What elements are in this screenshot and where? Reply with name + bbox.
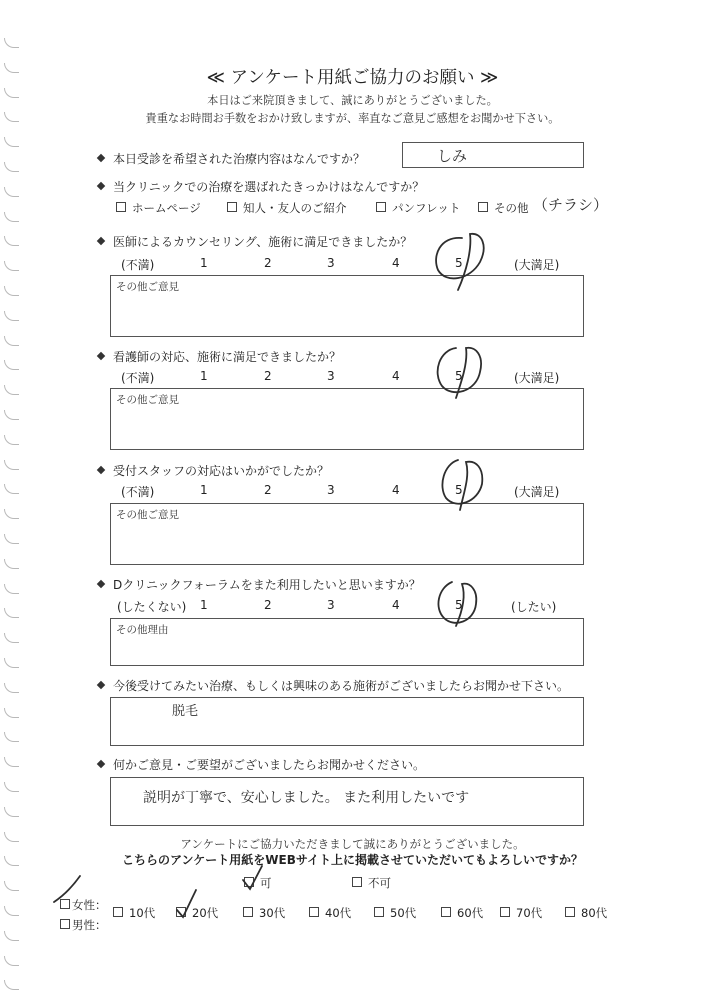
q5-circle-mark (442, 460, 482, 510)
age-option-10s[interactable]: 10代 (113, 905, 155, 921)
consent-no-option[interactable]: 不可 (352, 875, 391, 891)
q6-scale-1[interactable]: 1 (200, 598, 208, 612)
q7-question: 今後受けてみたい治療、もしくは興味のある施術がございましたらお聞かせ下さい。 (98, 677, 569, 694)
q2-option-other[interactable]: その他 (478, 200, 529, 216)
q6-scale-high: (したい) (511, 600, 557, 614)
q4-comment-label: その他ご意見 (116, 394, 179, 406)
age-option-50s[interactable]: 50代 (374, 905, 416, 921)
age-option-40s[interactable]: 40代 (309, 905, 351, 921)
consent-yes-option[interactable]: 可 (244, 875, 272, 891)
q6-scale-3[interactable]: 3 (327, 598, 335, 612)
q4-scale-2[interactable]: 2 (264, 369, 272, 383)
q3-scale-2[interactable]: 2 (264, 256, 272, 270)
q4-question: 看護師の対応、施術に満足できましたか？ (98, 348, 341, 365)
q4-scale-3[interactable]: 3 (327, 369, 335, 383)
q1-answer-handwriting: しみ (437, 147, 468, 165)
q4-scale-5[interactable]: 5 (455, 369, 463, 383)
q3-question: 医師によるカウンセリング、施術に満足できましたか？ (98, 233, 412, 250)
q3-scale-1[interactable]: 1 (200, 256, 208, 270)
q4-scale-4[interactable]: 4 (392, 369, 400, 383)
q5-comment-label: その他ご意見 (116, 509, 179, 521)
q4-scale-1[interactable]: 1 (200, 369, 208, 383)
gender-male-option[interactable]: 男性： (60, 917, 107, 933)
q2-question: 当クリニックでの治療を選ばれたきっかけはなんですか？ (98, 178, 424, 195)
q7-answer-handwriting: 脱毛 (172, 704, 199, 719)
q5-scale-2[interactable]: 2 (264, 483, 272, 497)
q3-scale-4[interactable]: 4 (392, 256, 400, 270)
q8-question: 何かご意見・ご要望がございましたらお聞かせください。 (98, 756, 425, 773)
q2-option-pamphlet[interactable]: パンフレット (376, 200, 460, 216)
q8-answer-handwriting: 説明が丁寧で、安心しました。 また利用したいです (143, 790, 470, 806)
q5-scale-4[interactable]: 4 (392, 483, 400, 497)
q3-scale-3[interactable]: 3 (327, 256, 335, 270)
q4-scale-low: (不満) (121, 371, 155, 385)
age-option-20s[interactable]: 20代 (176, 905, 218, 921)
q3-comment-label: その他ご意見 (116, 281, 179, 293)
q6-scale-low: (したくない) (117, 600, 187, 614)
q5-scale-3[interactable]: 3 (327, 483, 335, 497)
female-check-mark (54, 876, 80, 902)
q6-scale-2[interactable]: 2 (264, 598, 272, 612)
q2-other-handwriting: （チラシ） (533, 196, 609, 214)
q5-scale-5[interactable]: 5 (455, 483, 463, 497)
q6-circle-mark (438, 582, 476, 626)
q4-scale-high: (大満足) (514, 371, 560, 385)
page-title: ≪ アンケート用紙ご協力のお願い ≫ (206, 68, 499, 88)
q6-question: Dクリニックフォーラムをまた利用したいと思いますか？ (98, 576, 421, 593)
intro-line-2: 貴重なお時間お手数をおかけ致しますが、率直なご意見ご感想をお聞かせ下さい。 (145, 112, 560, 125)
age-20s-check-mark (177, 890, 196, 917)
q1-question: 本日受診を希望された治療内容はなんですか？ (98, 150, 365, 167)
q2-option-referral[interactable]: 知人・友人のご紹介 (227, 200, 347, 216)
q3-scale-low: (不満) (121, 258, 155, 272)
age-option-70s[interactable]: 70代 (500, 905, 542, 921)
q3-circle-mark (436, 234, 484, 290)
consent-check-mark (243, 866, 262, 889)
q5-scale-1[interactable]: 1 (200, 483, 208, 497)
age-option-80s[interactable]: 80代 (565, 905, 607, 921)
q6-comment-label: その他理由 (116, 624, 169, 636)
q3-scale-high: (大満足) (514, 258, 560, 272)
q5-question: 受付スタッフの対応はいかがでしたか？ (98, 462, 329, 479)
q5-scale-high: (大満足) (514, 485, 560, 499)
q3-scale-5[interactable]: 5 (455, 256, 463, 270)
q6-scale-5[interactable]: 5 (455, 598, 463, 612)
consent-question: こちらのアンケート用紙をWEBサイト上に掲載させていただいてもよろしいですか？ (121, 853, 584, 867)
age-option-30s[interactable]: 30代 (243, 905, 285, 921)
age-option-60s[interactable]: 60代 (441, 905, 483, 921)
intro-line-1: 本日はご来院頂きまして、誠にありがとうございました。 (207, 94, 498, 107)
q2-option-homepage[interactable]: ホームページ (116, 200, 201, 216)
q4-circle-mark (438, 348, 481, 398)
gender-female-option[interactable]: 女性： (60, 897, 107, 913)
q6-scale-4[interactable]: 4 (392, 598, 400, 612)
q5-scale-low: (不満) (121, 485, 155, 499)
footer-thanks: アンケートにご協力いただきまして誠にありがとうございました。 (180, 837, 525, 851)
